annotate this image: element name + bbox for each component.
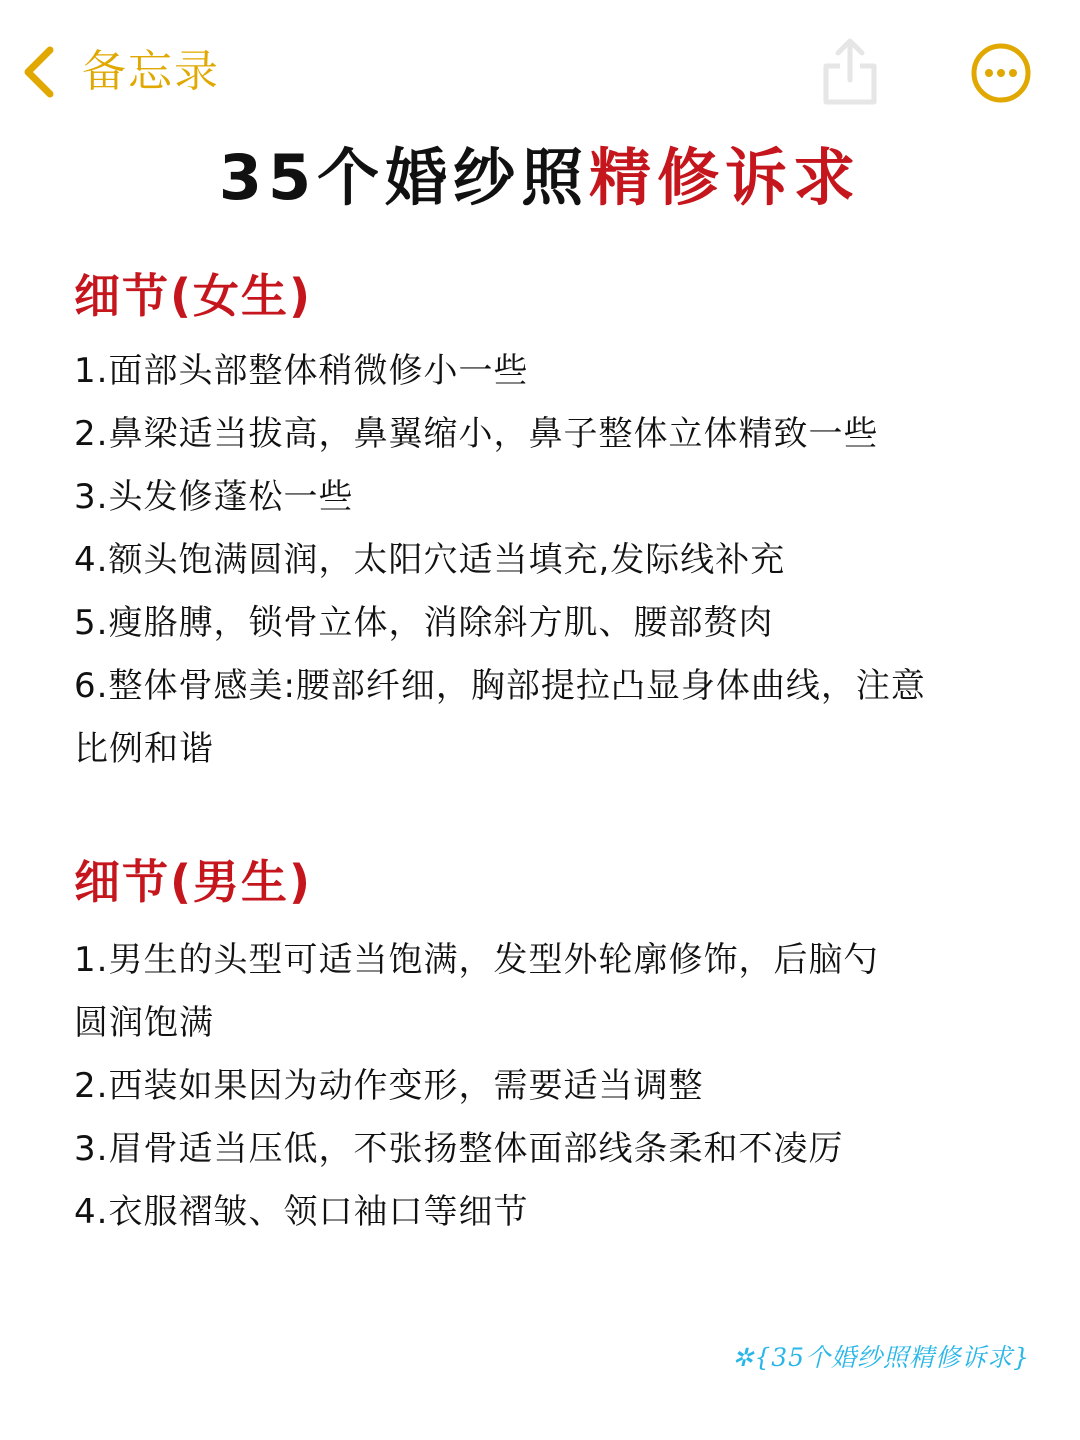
list-item: 1.面部头部整体稍微修小一些 [74,351,529,391]
watermark: ✲{35个婚纱照精修诉求} [732,1343,1030,1372]
list-item: 1.男生的头型可适当饱满，发型外轮廓修饰，后脑勺 [74,940,879,980]
list-item: 2.西装如果因为动作变形，需要适当调整 [74,1066,704,1106]
female-detail-list [74,340,974,781]
back-button[interactable] [20,42,220,102]
title-accent: 精修诉求 [589,141,862,214]
chevron-left-icon [20,42,60,102]
list-item: 3.头发修蓬松一些 [74,477,354,517]
list-item: 4.衣服褶皱、领口袖口等细节 [74,1192,529,1232]
back-label: 备忘录 [82,46,220,97]
male-detail-list [74,929,974,1244]
list-item: 圆润饱满 [74,1003,214,1043]
page-title [0,138,1080,218]
more-icon[interactable] [970,42,1032,104]
list-item: 6.整体骨感美:腰部纤细，胸部提拉凸显身体曲线，注意 [74,666,926,706]
list-item: 2.鼻梁适当拔高，鼻翼缩小，鼻子整体立体精致一些 [74,414,879,454]
list-item: 4.额头饱满圆润，太阳穴适当填充,发际线补充 [74,540,786,580]
share-icon[interactable] [820,36,880,108]
navigation-bar [0,0,1080,140]
title-main: 35个婚纱照 [218,141,590,214]
section-heading-male: 细节(男生) [74,855,313,909]
list-item: 5.瘦胳膊，锁骨立体，消除斜方肌、腰部赘肉 [74,603,774,643]
section-heading-female: 细节(女生) [74,269,313,323]
list-item: 比例和谐 [74,729,214,769]
list-item: 3.眉骨适当压低，不张扬整体面部线条柔和不凌厉 [74,1129,844,1169]
